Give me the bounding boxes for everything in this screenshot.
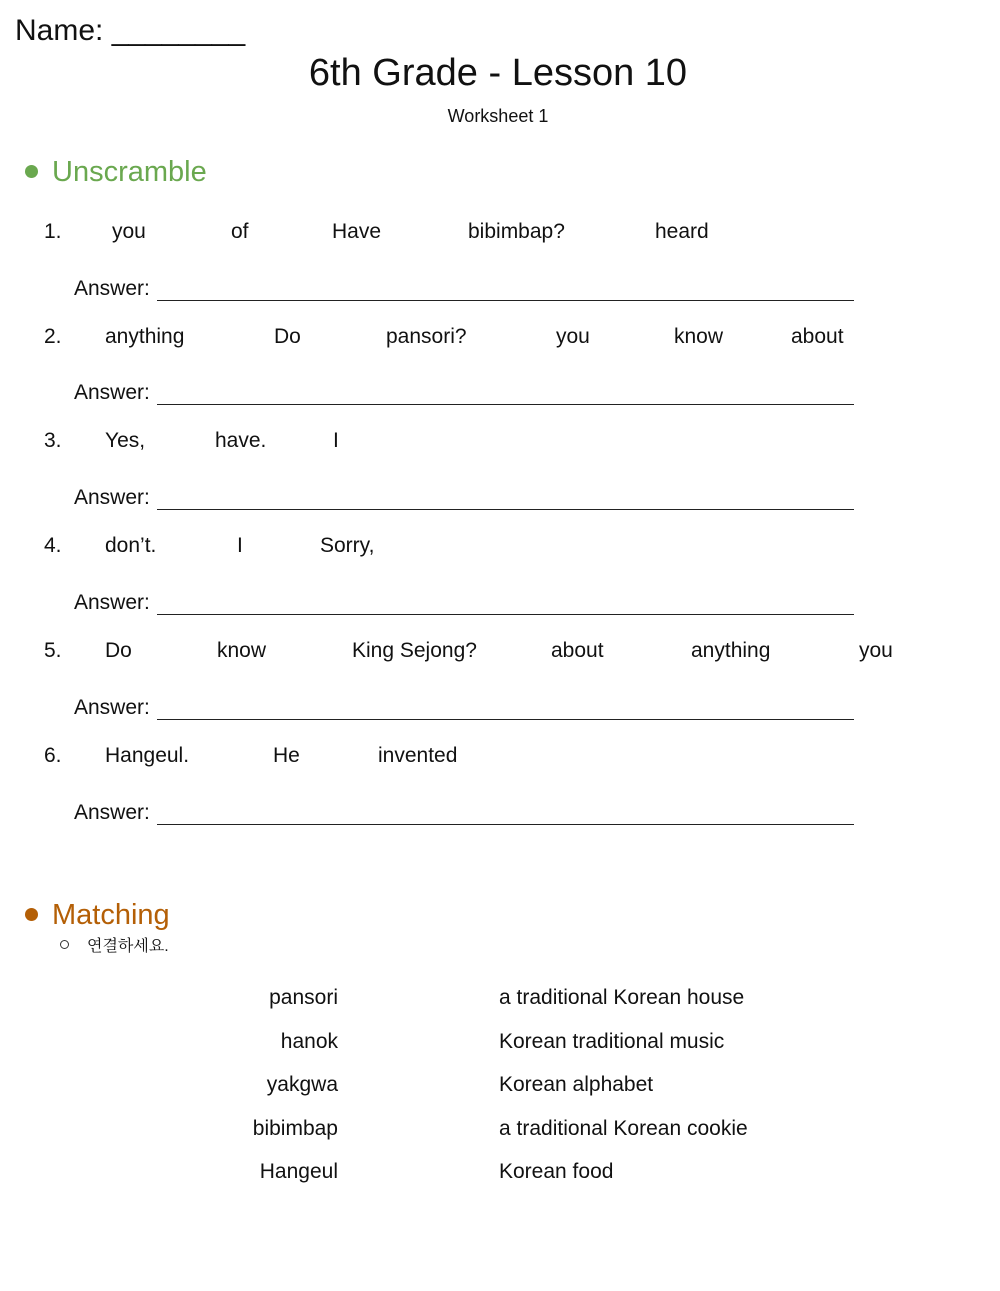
unscramble-heading bbox=[25, 156, 207, 189]
answer-line[interactable] bbox=[74, 481, 854, 510]
matching-definition[interactable]: Korean alphabet bbox=[499, 1073, 654, 1096]
page-subtitle: Worksheet 1 bbox=[447, 106, 549, 126]
bullet-icon bbox=[25, 908, 38, 921]
question-number: 2. bbox=[44, 325, 62, 348]
scrambled-word: have. bbox=[215, 429, 267, 452]
scrambled-word: you bbox=[859, 639, 893, 662]
scrambled-word: Yes, bbox=[105, 429, 146, 452]
answer-blank[interactable] bbox=[157, 592, 854, 615]
matching-term[interactable]: pansori bbox=[269, 986, 338, 1009]
scrambled-word: heard bbox=[655, 220, 709, 243]
matching-definition[interactable]: Korean food bbox=[499, 1160, 614, 1183]
matching-definition[interactable]: a traditional Korean cookie bbox=[499, 1117, 748, 1140]
scrambled-word: Have bbox=[332, 220, 382, 243]
question-number: 5. bbox=[44, 639, 62, 662]
matching-term[interactable]: bibimbap bbox=[252, 1117, 338, 1140]
answer-blank[interactable] bbox=[157, 802, 854, 825]
scrambled-word: bibimbap? bbox=[468, 220, 565, 243]
matching-term[interactable]: yakgwa bbox=[266, 1073, 338, 1096]
bullet-icon bbox=[25, 165, 38, 178]
scrambled-word: know bbox=[674, 325, 724, 348]
scrambled-word: He bbox=[273, 744, 300, 767]
scrambled-word: Do bbox=[105, 639, 132, 662]
answer-blank[interactable] bbox=[157, 487, 854, 510]
matching-definition[interactable]: Korean traditional music bbox=[499, 1030, 725, 1053]
instruction-text: 연결하세요. bbox=[87, 938, 169, 955]
scrambled-word: Sorry, bbox=[320, 534, 375, 557]
question-number: 6. bbox=[44, 744, 62, 767]
question-number: 1. bbox=[44, 220, 62, 243]
scrambled-word: invented bbox=[378, 744, 458, 767]
scrambled-word: anything bbox=[105, 325, 185, 348]
scrambled-word: Do bbox=[274, 325, 301, 348]
matching-instruction bbox=[60, 933, 169, 956]
scrambled-word: of bbox=[231, 220, 249, 243]
scrambled-word: I bbox=[333, 429, 339, 452]
page-title: 6th Grade - Lesson 10 bbox=[308, 52, 688, 94]
scrambled-word: about bbox=[791, 325, 844, 348]
answer-label: Answer: bbox=[74, 696, 150, 719]
matching-term[interactable]: hanok bbox=[280, 1030, 338, 1053]
answer-line[interactable] bbox=[74, 691, 854, 720]
scrambled-word: don’t. bbox=[105, 534, 157, 557]
answer-line[interactable] bbox=[74, 796, 854, 825]
answer-label: Answer: bbox=[74, 801, 150, 824]
scrambled-word: King Sejong? bbox=[352, 639, 477, 662]
matching-heading-text: Matching bbox=[52, 899, 170, 931]
scrambled-word: you bbox=[556, 325, 590, 348]
scrambled-word: anything bbox=[691, 639, 771, 662]
unscramble-heading-text: Unscramble bbox=[52, 156, 207, 188]
answer-blank[interactable] bbox=[157, 278, 854, 301]
question-number: 3. bbox=[44, 429, 62, 452]
answer-blank[interactable] bbox=[157, 382, 854, 405]
scrambled-word: about bbox=[551, 639, 604, 662]
matching-definition[interactable]: a traditional Korean house bbox=[499, 986, 745, 1009]
answer-label: Answer: bbox=[74, 486, 150, 509]
matching-term[interactable]: Hangeul bbox=[259, 1160, 338, 1183]
name-field-label: Name: ________ bbox=[15, 14, 246, 47]
answer-blank[interactable] bbox=[157, 697, 854, 720]
answer-line[interactable] bbox=[74, 272, 854, 301]
scrambled-word: I bbox=[237, 534, 243, 557]
hollow-bullet-icon bbox=[60, 940, 69, 949]
scrambled-word: you bbox=[112, 220, 146, 243]
scrambled-word: Hangeul. bbox=[105, 744, 190, 767]
answer-line[interactable] bbox=[74, 586, 854, 615]
question-number: 4. bbox=[44, 534, 62, 557]
answer-label: Answer: bbox=[74, 591, 150, 614]
answer-label: Answer: bbox=[74, 381, 150, 404]
answer-line[interactable] bbox=[74, 376, 854, 405]
scrambled-word: pansori? bbox=[386, 325, 467, 348]
matching-heading bbox=[25, 899, 170, 932]
answer-label: Answer: bbox=[74, 277, 150, 300]
scrambled-word: know bbox=[217, 639, 267, 662]
